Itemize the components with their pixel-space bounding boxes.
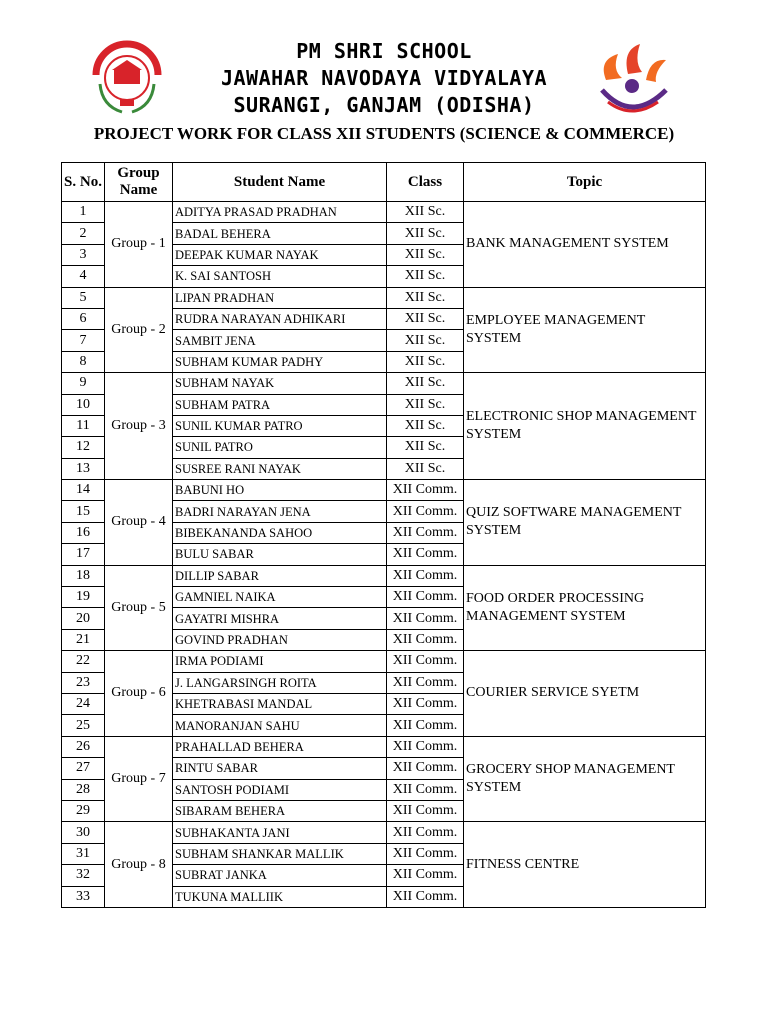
student-name-cell: SUSREE RANI NAYAK xyxy=(173,458,387,479)
serial-number-cell: 23 xyxy=(62,672,105,693)
class-cell: XII Sc. xyxy=(387,287,464,308)
serial-number-cell: 6 xyxy=(62,308,105,329)
student-name-cell: SUBHAM SHANKAR MALLIK xyxy=(173,843,387,864)
class-cell: XII Comm. xyxy=(387,608,464,629)
serial-number-cell: 12 xyxy=(62,437,105,458)
student-name-cell: SUBRAT JANKA xyxy=(173,865,387,886)
student-name-cell: KHETRABASI MANDAL xyxy=(173,693,387,714)
group-name-cell: Group - 6 xyxy=(105,651,173,737)
student-name-cell: BIBEKANANDA SAHOO xyxy=(173,522,387,543)
header-line-3: SURANGI, GANJAM (ODISHA) xyxy=(233,93,535,117)
student-name-cell: SUBHAM PATRA xyxy=(173,394,387,415)
serial-number-cell: 33 xyxy=(62,886,105,907)
topic-cell: GROCERY SHOP MANAGEMENT SYSTEM xyxy=(464,736,706,822)
school-header xyxy=(0,38,768,119)
serial-number-cell: 20 xyxy=(62,608,105,629)
student-name-cell: RINTU SABAR xyxy=(173,758,387,779)
student-name-cell: BADAL BEHERA xyxy=(173,223,387,244)
table-row xyxy=(62,565,706,586)
class-cell: XII Comm. xyxy=(387,715,464,736)
serial-number-cell: 2 xyxy=(62,223,105,244)
student-name-cell: MANORANJAN SAHU xyxy=(173,715,387,736)
serial-number-cell: 7 xyxy=(62,330,105,351)
student-name-cell: SANTOSH PODIAMI xyxy=(173,779,387,800)
student-name-cell: SIBARAM BEHERA xyxy=(173,800,387,821)
student-name-cell: GAYATRI MISHRA xyxy=(173,608,387,629)
serial-number-cell: 19 xyxy=(62,587,105,608)
student-name-cell: BADRI NARAYAN JENA xyxy=(173,501,387,522)
serial-number-cell: 26 xyxy=(62,736,105,757)
student-name-cell: SUNIL PATRO xyxy=(173,437,387,458)
serial-number-cell: 15 xyxy=(62,501,105,522)
student-name-cell: IRMA PODIAMI xyxy=(173,651,387,672)
header-line-2: JAWAHAR NAVODAYA VIDYALAYA xyxy=(220,66,548,90)
class-cell: XII Sc. xyxy=(387,223,464,244)
header-group: Group Name xyxy=(105,163,173,202)
topic-cell: EMPLOYEE MANAGEMENT SYSTEM xyxy=(464,287,706,373)
class-cell: XII Comm. xyxy=(387,800,464,821)
class-cell: XII Comm. xyxy=(387,779,464,800)
class-cell: XII Comm. xyxy=(387,544,464,565)
class-cell: XII Sc. xyxy=(387,373,464,394)
class-cell: XII Comm. xyxy=(387,693,464,714)
class-cell: XII Comm. xyxy=(387,865,464,886)
serial-number-cell: 29 xyxy=(62,800,105,821)
serial-number-cell: 3 xyxy=(62,244,105,265)
class-cell: XII Comm. xyxy=(387,629,464,650)
topic-cell: QUIZ SOFTWARE MANAGEMENT SYSTEM xyxy=(464,480,706,566)
topic-cell: BANK MANAGEMENT SYSTEM xyxy=(464,202,706,288)
class-cell: XII Comm. xyxy=(387,522,464,543)
class-cell: XII Comm. xyxy=(387,736,464,757)
class-cell: XII Comm. xyxy=(387,651,464,672)
header-sno: S. No. xyxy=(62,163,105,202)
table-row xyxy=(62,822,706,843)
table-body xyxy=(62,202,706,908)
project-table xyxy=(61,162,706,908)
class-cell: XII Sc. xyxy=(387,415,464,436)
class-cell: XII Sc. xyxy=(387,330,464,351)
group-name-cell: Group - 8 xyxy=(105,822,173,908)
header-class: Class xyxy=(387,163,464,202)
serial-number-cell: 4 xyxy=(62,266,105,287)
class-cell: XII Sc. xyxy=(387,437,464,458)
serial-number-cell: 25 xyxy=(62,715,105,736)
class-cell: XII Sc. xyxy=(387,458,464,479)
group-name-cell: Group - 7 xyxy=(105,736,173,822)
student-name-cell: PRAHALLAD BEHERA xyxy=(173,736,387,757)
topic-cell: COURIER SERVICE SYETM xyxy=(464,651,706,737)
group-name-cell: Group - 4 xyxy=(105,480,173,566)
serial-number-cell: 24 xyxy=(62,693,105,714)
student-name-cell: SUBHAM NAYAK xyxy=(173,373,387,394)
header-line-1: PM SHRI SCHOOL xyxy=(296,39,472,63)
page-subtitle: PROJECT WORK FOR CLASS XII STUDENTS (SCIENCE & COMMERCE) xyxy=(93,124,675,143)
serial-number-cell: 31 xyxy=(62,843,105,864)
serial-number-cell: 22 xyxy=(62,651,105,672)
class-cell: XII Sc. xyxy=(387,202,464,223)
class-cell: XII Comm. xyxy=(387,886,464,907)
class-cell: XII Comm. xyxy=(387,758,464,779)
serial-number-cell: 16 xyxy=(62,522,105,543)
topic-cell: FOOD ORDER PROCESSING MANAGEMENT SYSTEM xyxy=(464,565,706,651)
class-cell: XII Sc. xyxy=(387,394,464,415)
student-name-cell: SUNIL KUMAR PATRO xyxy=(173,415,387,436)
student-name-cell: SUBHAKANTA JANI xyxy=(173,822,387,843)
class-cell: XII Comm. xyxy=(387,565,464,586)
serial-number-cell: 9 xyxy=(62,373,105,394)
student-name-cell: K. SAI SANTOSH xyxy=(173,266,387,287)
serial-number-cell: 27 xyxy=(62,758,105,779)
class-cell: XII Comm. xyxy=(387,843,464,864)
class-cell: XII Sc. xyxy=(387,351,464,372)
class-cell: XII Comm. xyxy=(387,480,464,501)
student-name-cell: GOVIND PRADHAN xyxy=(173,629,387,650)
class-cell: XII Comm. xyxy=(387,587,464,608)
serial-number-cell: 11 xyxy=(62,415,105,436)
class-cell: XII Comm. xyxy=(387,672,464,693)
table-row xyxy=(62,736,706,757)
student-name-cell: GAMNIEL NAIKA xyxy=(173,587,387,608)
serial-number-cell: 10 xyxy=(62,394,105,415)
student-name-cell: BABUNI HO xyxy=(173,480,387,501)
header-student: Student Name xyxy=(173,163,387,202)
class-cell: XII Comm. xyxy=(387,501,464,522)
table-row xyxy=(62,202,706,223)
group-name-cell: Group - 3 xyxy=(105,373,173,480)
table-row xyxy=(62,480,706,501)
serial-number-cell: 5 xyxy=(62,287,105,308)
serial-number-cell: 1 xyxy=(62,202,105,223)
header-topic: Topic xyxy=(464,163,706,202)
table-row xyxy=(62,651,706,672)
class-cell: XII Sc. xyxy=(387,266,464,287)
group-name-cell: Group - 2 xyxy=(105,287,173,373)
class-cell: XII Comm. xyxy=(387,822,464,843)
class-cell: XII Sc. xyxy=(387,244,464,265)
serial-number-cell: 14 xyxy=(62,480,105,501)
student-name-cell: TUKUNA MALLIIK xyxy=(173,886,387,907)
serial-number-cell: 8 xyxy=(62,351,105,372)
table-row xyxy=(62,287,706,308)
table-header-row xyxy=(62,163,706,202)
table-row xyxy=(62,373,706,394)
group-name-cell: Group - 5 xyxy=(105,565,173,651)
serial-number-cell: 30 xyxy=(62,822,105,843)
serial-number-cell: 32 xyxy=(62,865,105,886)
topic-cell: ELECTRONIC SHOP MANAGEMENT SYSTEM xyxy=(464,373,706,480)
student-name-cell: J. LANGARSINGH ROITA xyxy=(173,672,387,693)
student-name-cell: DEEPAK KUMAR NAYAK xyxy=(173,244,387,265)
serial-number-cell: 28 xyxy=(62,779,105,800)
student-name-cell: SUBHAM KUMAR PADHY xyxy=(173,351,387,372)
student-name-cell: SAMBIT JENA xyxy=(173,330,387,351)
class-cell: XII Sc. xyxy=(387,308,464,329)
student-name-cell: RUDRA NARAYAN ADHIKARI xyxy=(173,308,387,329)
student-name-cell: ADITYA PRASAD PRADHAN xyxy=(173,202,387,223)
serial-number-cell: 13 xyxy=(62,458,105,479)
serial-number-cell: 21 xyxy=(62,629,105,650)
group-name-cell: Group - 1 xyxy=(105,202,173,288)
serial-number-cell: 17 xyxy=(62,544,105,565)
topic-cell: FITNESS CENTRE xyxy=(464,822,706,908)
student-name-cell: BULU SABAR xyxy=(173,544,387,565)
student-name-cell: DILLIP SABAR xyxy=(173,565,387,586)
student-name-cell: LIPAN PRADHAN xyxy=(173,287,387,308)
serial-number-cell: 18 xyxy=(62,565,105,586)
